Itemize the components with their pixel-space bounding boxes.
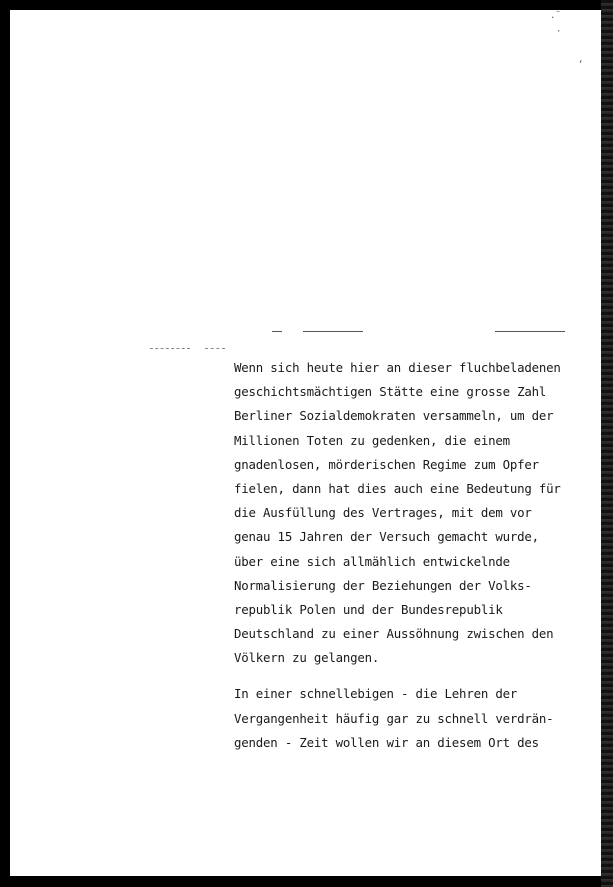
text-line: gnadenlosen, mörderischen Regime zum Opfer <box>234 456 539 472</box>
separator-rule-left-2 <box>205 348 225 349</box>
text-line: Vergangenheit häufig gar zu schnell verdrän- <box>234 710 554 726</box>
text-line: In einer schnellebigen - die Lehren der <box>234 686 518 702</box>
separator-rule-left <box>150 348 190 349</box>
text-line: über eine sich allmählich entwickelnde <box>234 553 510 569</box>
separator-rule-right <box>495 331 565 332</box>
text-line: republik Polen und der Bundesrepublik <box>234 601 503 617</box>
text-line: Millionen Toten zu gedenken, die einem <box>234 432 510 448</box>
separator-rule-center-dash <box>272 331 282 332</box>
scan-edge-shadow <box>601 0 613 887</box>
text-line: die Ausfüllung des Vertrages, mit dem vor <box>234 505 532 521</box>
text-line: genden - Zeit wollen wir an diesem Ort des <box>234 734 539 750</box>
text-line: genau 15 Jahren der Versuch gemacht wurde, <box>234 529 539 545</box>
text-line: Wenn sich heute hier an dieser fluchbeladenen <box>234 360 561 375</box>
scan-speck-mark-3: , <box>578 55 584 65</box>
text-line: geschichtsmächtigen Stätte eine grosse Zahl <box>234 384 547 400</box>
separator-rule-center <box>303 331 363 332</box>
text-line: Völkern zu gelangen. <box>234 650 380 666</box>
scan-speck-mark: .¨ <box>550 11 561 21</box>
paragraph-2 <box>234 682 564 755</box>
paragraph-1 <box>234 356 564 670</box>
text-line: fielen, dann hat dies auch eine Bedeutung für <box>234 480 561 496</box>
letter-body-text <box>234 356 564 755</box>
text-line: Normalisierung der Beziehungen der Volks- <box>234 577 532 593</box>
scan-speck-mark-2: · <box>556 27 562 37</box>
text-line: Berliner Sozialdemokraten versammeln, um der <box>234 408 554 424</box>
text-line: Deutschland zu einer Aussöhnung zwischen den <box>234 626 554 642</box>
